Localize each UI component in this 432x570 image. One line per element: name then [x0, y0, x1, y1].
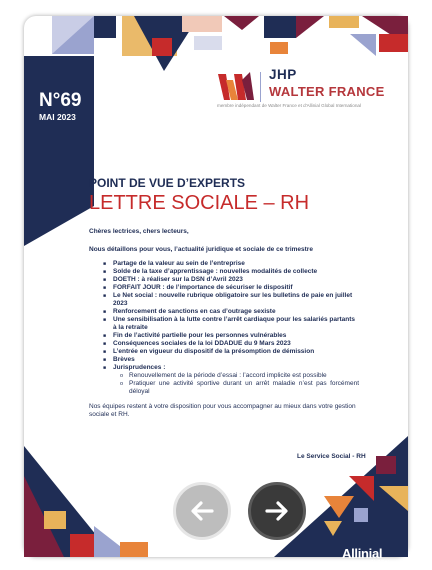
closing-text: Nos équipes restent à votre disposition pour vous accompagner au mieux dans votre gestion sociale et RH.: [89, 403, 356, 418]
topic-item: ■ Conséquences sociales de la loi DDADUE du 9 Mars 2023: [113, 340, 359, 348]
issue-number: N°69: [39, 90, 82, 111]
previous-page-button[interactable]: [173, 482, 231, 540]
jurisprudence-item: o Pratiquer une activité sportive durant un arrêt maladie n’est pas forcément déloyal: [129, 380, 359, 396]
topic-item: ■ Une sensibilisation à la lutte contre l’arrêt cardiaque pour les salariés partants à la retraite: [113, 316, 359, 332]
topic-item: ■ Brèves: [113, 356, 359, 364]
topic-item: ■ Partage de la valeur au sein de l’entreprise: [113, 260, 359, 268]
topic-item: ■ Fin de l’activité partielle pour les personnes vulnérables: [113, 332, 359, 340]
topics-list: [89, 260, 359, 396]
issue-date: MAI 2023: [39, 112, 76, 122]
logo-brand-walter-france: WALTER FRANCE: [269, 84, 385, 99]
topic-item: ■ L’entrée en vigueur du dispositif de la présomption de démission: [113, 348, 359, 356]
topic-item: ■ FORFAIT JOUR : de l’importance de sécuriser le dispositif: [113, 284, 359, 292]
document-subtitle: POINT DE VUE D’EXPERTS: [89, 176, 246, 190]
arrow-left-icon: [188, 497, 216, 525]
allinial-logo-sub: GLOBAL: [370, 559, 392, 564]
jurisprudence-item: o Renouvellement de la période d’essai : l’accord implicite est possible: [129, 372, 359, 380]
next-page-button[interactable]: [248, 482, 306, 540]
arrow-right-icon: [263, 497, 291, 525]
document-page: [24, 16, 408, 564]
document-title: LETTRE SOCIALE – RH: [89, 192, 310, 214]
topic-label: Jurisprudences :: [113, 364, 166, 371]
topic-item: ■ Le Net social : nouvelle rubrique obligatoire sur les bulletins de paie en juillet 2023: [113, 292, 359, 308]
left-navy-band: [24, 56, 94, 246]
logo-tagline: membre indépendant de Walter France et d'Allinial Global International: [217, 103, 361, 108]
topic-item: ■ Renforcement de sanctions en cas d’outrage sexiste: [113, 308, 359, 316]
allinial-logo: Allinial: [342, 546, 383, 561]
signature: Le Service Social - RH: [297, 453, 366, 460]
letter-body: [89, 228, 359, 419]
intro-text: Nous détaillons pour vous, l’actualité juridique et sociale de ce trimestre: [89, 246, 313, 253]
topic-item: ■ Solde de la taxe d’apprentissage : nouvelles modalités de collecte: [113, 268, 359, 276]
jurisprudences-list: [113, 372, 359, 396]
topic-item: ■ DOETH : à réaliser sur la DSN d’Avril 2023: [113, 276, 359, 284]
topic-item-jurisprudences: [113, 364, 359, 396]
greeting: Chères lectrices, chers lecteurs,: [89, 228, 189, 235]
logo-brand-jhp: JHP: [269, 67, 297, 82]
